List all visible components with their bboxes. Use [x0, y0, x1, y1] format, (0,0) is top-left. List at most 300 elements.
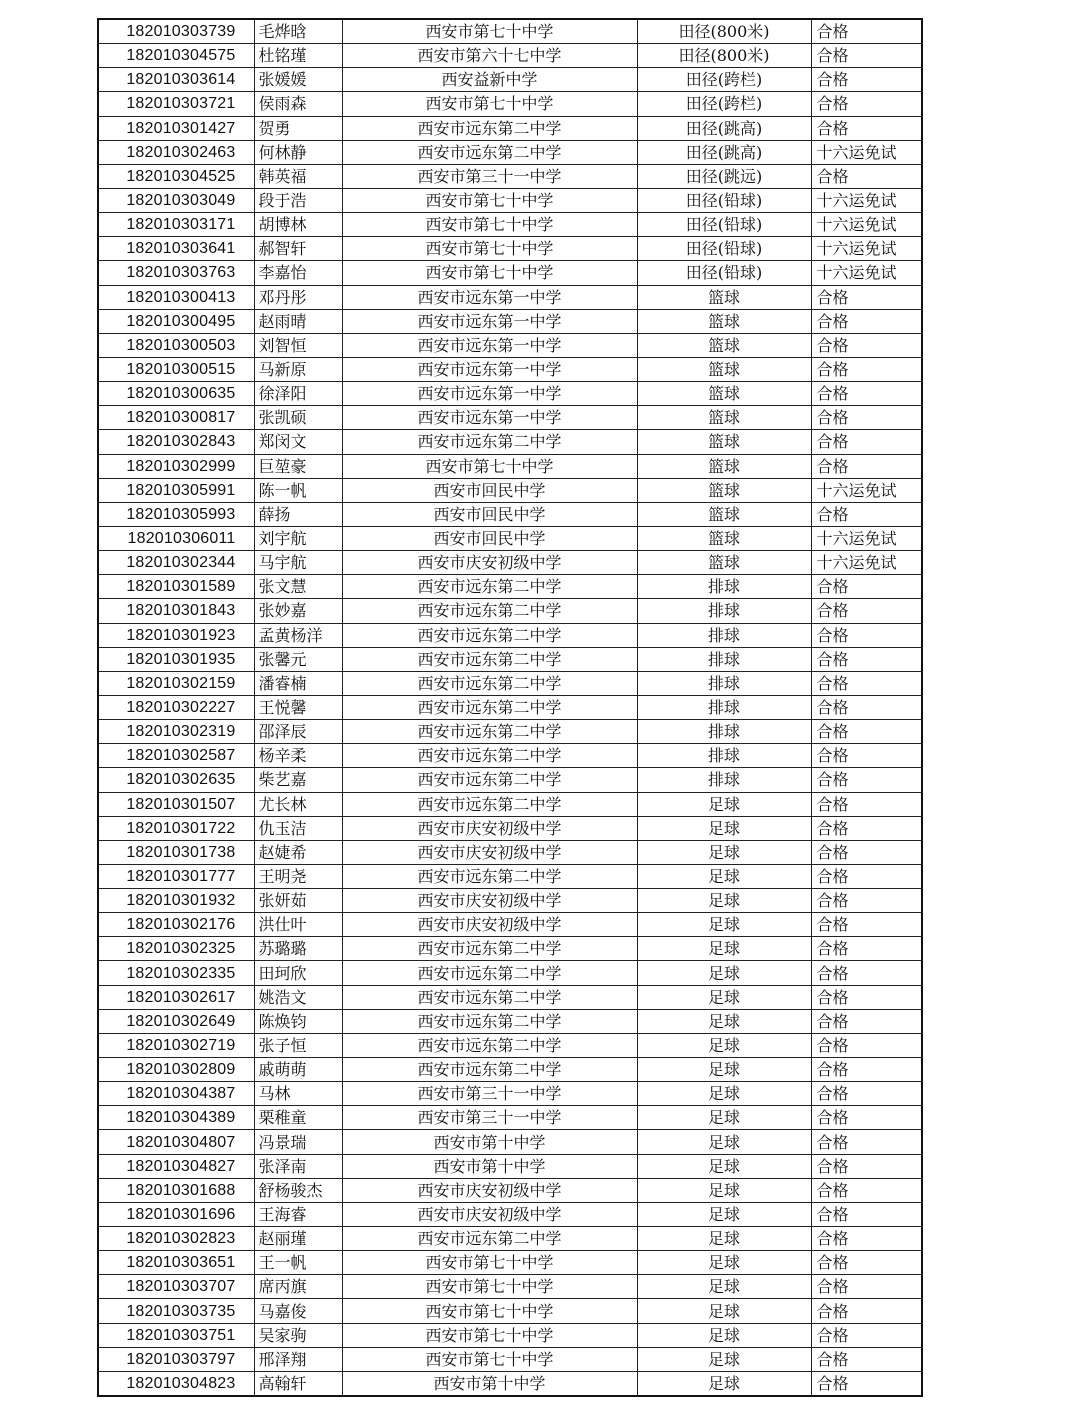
cell-exam-id: 182010302809	[98, 1058, 254, 1082]
cell-event: 篮球	[637, 309, 811, 333]
cell-result: 合格	[811, 1033, 922, 1057]
cell-student-name: 马嘉俊	[254, 1299, 342, 1323]
cell-event: 足球	[637, 1178, 811, 1202]
cell-event: 足球	[637, 1009, 811, 1033]
cell-result: 十六运免试	[811, 478, 922, 502]
cell-exam-id: 182010305991	[98, 478, 254, 502]
cell-student-name: 陈一帆	[254, 478, 342, 502]
cell-student-name: 杜铭瑾	[254, 44, 342, 68]
cell-student-name: 吴家驹	[254, 1323, 342, 1347]
cell-student-name: 何林静	[254, 140, 342, 164]
cell-student-name: 尤长林	[254, 792, 342, 816]
cell-student-name: 柴艺嘉	[254, 768, 342, 792]
cell-student-name: 戚萌萌	[254, 1058, 342, 1082]
cell-result: 十六运免试	[811, 551, 922, 575]
cell-event: 排球	[637, 768, 811, 792]
cell-event: 足球	[637, 840, 811, 864]
cell-result: 合格	[811, 1130, 922, 1154]
cell-result: 合格	[811, 1154, 922, 1178]
cell-school: 西安市庆安初级中学	[342, 1178, 637, 1202]
cell-school: 西安市远东第二中学	[342, 1058, 637, 1082]
cell-event: 篮球	[637, 478, 811, 502]
cell-result: 合格	[811, 1371, 922, 1396]
cell-event: 排球	[637, 695, 811, 719]
table-row	[98, 526, 922, 550]
cell-exam-id: 182010304823	[98, 1371, 254, 1396]
cell-school: 西安市第七十中学	[342, 237, 637, 261]
table-row	[98, 1371, 922, 1396]
cell-student-name: 段于浩	[254, 188, 342, 212]
cell-result: 合格	[811, 430, 922, 454]
cell-result: 合格	[811, 816, 922, 840]
cell-school: 西安市远东第二中学	[342, 961, 637, 985]
cell-event: 篮球	[637, 454, 811, 478]
cell-exam-id: 182010302325	[98, 937, 254, 961]
cell-student-name: 苏璐璐	[254, 937, 342, 961]
cell-result: 合格	[811, 864, 922, 888]
cell-student-name: 王海睿	[254, 1202, 342, 1226]
cell-school: 西安市第七十中学	[342, 92, 637, 116]
cell-student-name: 侯雨森	[254, 92, 342, 116]
table-row	[98, 575, 922, 599]
cell-school: 西安市远东第二中学	[342, 985, 637, 1009]
cell-school: 西安市第七十中学	[342, 213, 637, 237]
cell-school: 西安市第十中学	[342, 1154, 637, 1178]
cell-student-name: 马新原	[254, 357, 342, 381]
cell-school: 西安市远东第二中学	[342, 575, 637, 599]
cell-student-name: 张馨元	[254, 647, 342, 671]
table-row	[98, 961, 922, 985]
cell-result: 合格	[811, 382, 922, 406]
cell-school: 西安市庆安初级中学	[342, 913, 637, 937]
cell-exam-id: 182010302227	[98, 695, 254, 719]
table-row	[98, 792, 922, 816]
cell-exam-id: 182010302587	[98, 744, 254, 768]
cell-result: 合格	[811, 285, 922, 309]
cell-exam-id: 182010303797	[98, 1347, 254, 1371]
cell-result: 合格	[811, 116, 922, 140]
cell-school: 西安市第三十一中学	[342, 1082, 637, 1106]
cell-result: 合格	[811, 1299, 922, 1323]
cell-student-name: 邓丹彤	[254, 285, 342, 309]
cell-school: 西安市远东第二中学	[342, 430, 637, 454]
cell-result: 合格	[811, 889, 922, 913]
cell-exam-id: 182010302344	[98, 551, 254, 575]
cell-result: 合格	[811, 792, 922, 816]
cell-event: 篮球	[637, 551, 811, 575]
cell-student-name: 杨辛柔	[254, 744, 342, 768]
cell-student-name: 洪仕叶	[254, 913, 342, 937]
table-row	[98, 357, 922, 381]
cell-result: 合格	[811, 720, 922, 744]
cell-event: 足球	[637, 792, 811, 816]
cell-school: 西安市远东第二中学	[342, 647, 637, 671]
cell-event: 足球	[637, 1371, 811, 1396]
cell-result: 十六运免试	[811, 140, 922, 164]
cell-school: 西安益新中学	[342, 68, 637, 92]
cell-school: 西安市第七十中学	[342, 1323, 637, 1347]
cell-result: 合格	[811, 1082, 922, 1106]
table-row	[98, 1106, 922, 1130]
cell-result: 合格	[811, 695, 922, 719]
cell-school: 西安市庆安初级中学	[342, 551, 637, 575]
cell-event: 篮球	[637, 406, 811, 430]
table-row	[98, 1323, 922, 1347]
table-row	[98, 720, 922, 744]
table-row	[98, 647, 922, 671]
cell-event: 篮球	[637, 357, 811, 381]
cell-student-name: 舒杨骏杰	[254, 1178, 342, 1202]
cell-student-name: 郑闵文	[254, 430, 342, 454]
cell-exam-id: 182010300413	[98, 285, 254, 309]
cell-result: 合格	[811, 647, 922, 671]
cell-student-name: 高翰轩	[254, 1371, 342, 1396]
cell-school: 西安市回民中学	[342, 526, 637, 550]
cell-event: 足球	[637, 1082, 811, 1106]
cell-result: 合格	[811, 309, 922, 333]
cell-event: 排球	[637, 671, 811, 695]
cell-school: 西安市远东第二中学	[342, 1009, 637, 1033]
cell-school: 西安市庆安初级中学	[342, 840, 637, 864]
table-row	[98, 333, 922, 357]
cell-student-name: 田珂欣	[254, 961, 342, 985]
cell-event: 足球	[637, 1058, 811, 1082]
cell-event: 足球	[637, 1299, 811, 1323]
cell-exam-id: 182010300503	[98, 333, 254, 357]
table-row	[98, 864, 922, 888]
table-row	[98, 430, 922, 454]
cell-exam-id: 182010301427	[98, 116, 254, 140]
cell-school: 西安市第七十中学	[342, 1299, 637, 1323]
cell-result: 十六运免试	[811, 526, 922, 550]
table-row	[98, 382, 922, 406]
cell-event: 田径(跳远)	[637, 164, 811, 188]
cell-student-name: 冯景瑞	[254, 1130, 342, 1154]
cell-result: 合格	[811, 68, 922, 92]
cell-event: 足球	[637, 889, 811, 913]
cell-exam-id: 182010302649	[98, 1009, 254, 1033]
cell-school: 西安市远东第一中学	[342, 333, 637, 357]
table-row	[98, 913, 922, 937]
cell-school: 西安市第七十中学	[342, 19, 637, 44]
cell-student-name: 张泽南	[254, 1154, 342, 1178]
cell-exam-id: 182010305993	[98, 502, 254, 526]
cell-event: 足球	[637, 1033, 811, 1057]
cell-school: 西安市第十中学	[342, 1371, 637, 1396]
cell-school: 西安市远东第二中学	[342, 720, 637, 744]
cell-exam-id: 182010304575	[98, 44, 254, 68]
table-row	[98, 1275, 922, 1299]
cell-student-name: 刘宇航	[254, 526, 342, 550]
table-row	[98, 695, 922, 719]
cell-student-name: 王悦馨	[254, 695, 342, 719]
cell-event: 足球	[637, 1154, 811, 1178]
cell-exam-id: 182010303721	[98, 92, 254, 116]
cell-school: 西安市第三十一中学	[342, 1106, 637, 1130]
cell-event: 田径(800米)	[637, 44, 811, 68]
cell-exam-id: 182010303707	[98, 1275, 254, 1299]
table-row	[98, 44, 922, 68]
cell-school: 西安市第七十中学	[342, 454, 637, 478]
cell-event: 篮球	[637, 526, 811, 550]
cell-exam-id: 182010300515	[98, 357, 254, 381]
cell-exam-id: 182010303735	[98, 1299, 254, 1323]
cell-event: 排球	[637, 744, 811, 768]
cell-result: 十六运免试	[811, 261, 922, 285]
table-row	[98, 1130, 922, 1154]
table-row	[98, 1251, 922, 1275]
cell-result: 合格	[811, 357, 922, 381]
cell-event: 篮球	[637, 430, 811, 454]
cell-event: 排球	[637, 720, 811, 744]
cell-exam-id: 182010302159	[98, 671, 254, 695]
cell-school: 西安市远东第二中学	[342, 768, 637, 792]
table-row	[98, 1154, 922, 1178]
table-row	[98, 1347, 922, 1371]
cell-result: 合格	[811, 502, 922, 526]
cell-result: 合格	[811, 1227, 922, 1251]
cell-student-name: 张文慧	[254, 575, 342, 599]
cell-student-name: 张妙嘉	[254, 599, 342, 623]
cell-exam-id: 182010301777	[98, 864, 254, 888]
cell-student-name: 张凯硕	[254, 406, 342, 430]
cell-exam-id: 182010303651	[98, 1251, 254, 1275]
cell-school: 西安市远东第二中学	[342, 864, 637, 888]
cell-exam-id: 182010300817	[98, 406, 254, 430]
cell-result: 合格	[811, 1251, 922, 1275]
cell-event: 田径(铅球)	[637, 237, 811, 261]
cell-student-name: 陈焕钧	[254, 1009, 342, 1033]
cell-result: 合格	[811, 1178, 922, 1202]
cell-result: 十六运免试	[811, 188, 922, 212]
table-row	[98, 1227, 922, 1251]
cell-result: 合格	[811, 961, 922, 985]
cell-exam-id: 182010303763	[98, 261, 254, 285]
cell-exam-id: 182010306011	[98, 526, 254, 550]
table-row	[98, 599, 922, 623]
cell-school: 西安市第三十一中学	[342, 164, 637, 188]
cell-event: 足球	[637, 1275, 811, 1299]
cell-student-name: 胡博林	[254, 213, 342, 237]
cell-result: 合格	[811, 913, 922, 937]
table-row	[98, 889, 922, 913]
cell-event: 田径(跨栏)	[637, 92, 811, 116]
cell-exam-id: 182010304827	[98, 1154, 254, 1178]
cell-exam-id: 182010300495	[98, 309, 254, 333]
cell-exam-id: 182010301923	[98, 623, 254, 647]
cell-event: 足球	[637, 937, 811, 961]
cell-school: 西安市第七十中学	[342, 1275, 637, 1299]
cell-exam-id: 182010303739	[98, 19, 254, 44]
cell-result: 合格	[811, 454, 922, 478]
cell-event: 排球	[637, 599, 811, 623]
cell-school: 西安市远东第二中学	[342, 116, 637, 140]
cell-result: 合格	[811, 44, 922, 68]
table-row	[98, 551, 922, 575]
cell-school: 西安市远东第二中学	[342, 792, 637, 816]
table-row	[98, 1033, 922, 1057]
cell-event: 篮球	[637, 285, 811, 309]
cell-result: 合格	[811, 1009, 922, 1033]
cell-exam-id: 182010301696	[98, 1202, 254, 1226]
cell-exam-id: 182010301738	[98, 840, 254, 864]
cell-school: 西安市远东第一中学	[342, 357, 637, 381]
table-row	[98, 744, 922, 768]
cell-event: 篮球	[637, 502, 811, 526]
cell-school: 西安市回民中学	[342, 478, 637, 502]
cell-school: 西安市第七十中学	[342, 1347, 637, 1371]
cell-student-name: 徐泽阳	[254, 382, 342, 406]
cell-school: 西安市远东第二中学	[342, 937, 637, 961]
cell-result: 合格	[811, 744, 922, 768]
cell-school: 西安市远东第二中学	[342, 140, 637, 164]
cell-result: 合格	[811, 19, 922, 44]
cell-exam-id: 182010303641	[98, 237, 254, 261]
cell-school: 西安市远东第一中学	[342, 285, 637, 309]
cell-result: 合格	[811, 333, 922, 357]
table-row	[98, 1299, 922, 1323]
cell-exam-id: 182010304525	[98, 164, 254, 188]
cell-exam-id: 182010304387	[98, 1082, 254, 1106]
table-row	[98, 671, 922, 695]
cell-exam-id: 182010302335	[98, 961, 254, 985]
cell-exam-id: 182010302823	[98, 1227, 254, 1251]
table-row	[98, 623, 922, 647]
cell-student-name: 仇玉洁	[254, 816, 342, 840]
cell-result: 合格	[811, 1347, 922, 1371]
cell-event: 足球	[637, 1347, 811, 1371]
cell-result: 合格	[811, 623, 922, 647]
cell-student-name: 栗稚童	[254, 1106, 342, 1130]
cell-student-name: 马林	[254, 1082, 342, 1106]
cell-event: 田径(800米)	[637, 19, 811, 44]
cell-school: 西安市回民中学	[342, 502, 637, 526]
cell-student-name: 邵泽辰	[254, 720, 342, 744]
cell-school: 西安市第七十中学	[342, 188, 637, 212]
cell-event: 足球	[637, 913, 811, 937]
table-row	[98, 309, 922, 333]
cell-student-name: 郝智轩	[254, 237, 342, 261]
cell-school: 西安市庆安初级中学	[342, 889, 637, 913]
table-row	[98, 19, 922, 44]
cell-school: 西安市远东第二中学	[342, 695, 637, 719]
cell-event: 排球	[637, 575, 811, 599]
table-row	[98, 213, 922, 237]
table-row	[98, 188, 922, 212]
roster-table-body	[98, 19, 922, 1396]
table-row	[98, 1058, 922, 1082]
cell-exam-id: 182010302999	[98, 454, 254, 478]
cell-student-name: 潘睿楠	[254, 671, 342, 695]
cell-student-name: 巨堃豪	[254, 454, 342, 478]
cell-student-name: 孟黄杨洋	[254, 623, 342, 647]
cell-exam-id: 182010304389	[98, 1106, 254, 1130]
table-row	[98, 768, 922, 792]
cell-student-name: 张妍茹	[254, 889, 342, 913]
cell-student-name: 赵婕希	[254, 840, 342, 864]
cell-exam-id: 182010301932	[98, 889, 254, 913]
cell-exam-id: 182010301843	[98, 599, 254, 623]
table-row	[98, 937, 922, 961]
cell-event: 篮球	[637, 382, 811, 406]
table-row	[98, 840, 922, 864]
cell-event: 田径(铅球)	[637, 188, 811, 212]
cell-exam-id: 182010300635	[98, 382, 254, 406]
cell-school: 西安市远东第一中学	[342, 309, 637, 333]
cell-result: 合格	[811, 164, 922, 188]
table-row	[98, 478, 922, 502]
table-row	[98, 140, 922, 164]
cell-student-name: 贺勇	[254, 116, 342, 140]
cell-event: 田径(铅球)	[637, 261, 811, 285]
cell-student-name: 邢泽翔	[254, 1347, 342, 1371]
cell-event: 田径(跨栏)	[637, 68, 811, 92]
cell-student-name: 张媛媛	[254, 68, 342, 92]
cell-event: 田径(跳高)	[637, 116, 811, 140]
table-row	[98, 454, 922, 478]
cell-event: 篮球	[637, 333, 811, 357]
cell-student-name: 薛扬	[254, 502, 342, 526]
cell-result: 合格	[811, 406, 922, 430]
table-row	[98, 164, 922, 188]
cell-result: 合格	[811, 1323, 922, 1347]
table-row	[98, 1178, 922, 1202]
cell-school: 西安市第十中学	[342, 1130, 637, 1154]
table-row	[98, 261, 922, 285]
cell-event: 足球	[637, 985, 811, 1009]
cell-school: 西安市远东第二中学	[342, 599, 637, 623]
cell-event: 田径(铅球)	[637, 213, 811, 237]
cell-event: 足球	[637, 864, 811, 888]
table-row	[98, 237, 922, 261]
cell-exam-id: 182010303171	[98, 213, 254, 237]
cell-event: 足球	[637, 1106, 811, 1130]
table-row	[98, 285, 922, 309]
table-row	[98, 1082, 922, 1106]
cell-event: 足球	[637, 1323, 811, 1347]
cell-school: 西安市远东第二中学	[342, 1033, 637, 1057]
cell-result: 十六运免试	[811, 237, 922, 261]
cell-result: 合格	[811, 1058, 922, 1082]
cell-result: 合格	[811, 985, 922, 1009]
cell-student-name: 姚浩文	[254, 985, 342, 1009]
cell-result: 合格	[811, 92, 922, 116]
cell-event: 足球	[637, 1227, 811, 1251]
cell-student-name: 张子恒	[254, 1033, 342, 1057]
cell-result: 合格	[811, 937, 922, 961]
cell-result: 合格	[811, 768, 922, 792]
table-row	[98, 1009, 922, 1033]
table-row	[98, 116, 922, 140]
cell-event: 足球	[637, 816, 811, 840]
cell-exam-id: 182010302719	[98, 1033, 254, 1057]
table-row	[98, 406, 922, 430]
cell-student-name: 赵雨晴	[254, 309, 342, 333]
table-row	[98, 502, 922, 526]
cell-result: 合格	[811, 671, 922, 695]
cell-exam-id: 182010302617	[98, 985, 254, 1009]
cell-exam-id: 182010302319	[98, 720, 254, 744]
cell-student-name: 王明尧	[254, 864, 342, 888]
cell-result: 合格	[811, 1106, 922, 1130]
cell-result: 合格	[811, 1275, 922, 1299]
table-row	[98, 92, 922, 116]
cell-school: 西安市第七十中学	[342, 261, 637, 285]
cell-student-name: 韩英福	[254, 164, 342, 188]
cell-school: 西安市远东第一中学	[342, 406, 637, 430]
cell-event: 足球	[637, 1130, 811, 1154]
cell-result: 十六运免试	[811, 213, 922, 237]
